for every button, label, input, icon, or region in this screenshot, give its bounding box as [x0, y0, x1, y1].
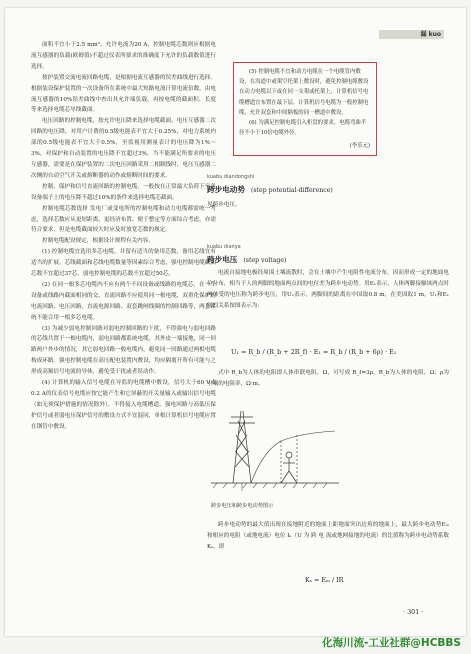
paragraph: (2) 在同一根多芯电缆内不应有两个不同设备或线路的电缆芯，在一个设备或线路内截面相同的交、直流回路不应使用同一根电缆，双重化保护的电流回路、电压回路、直流电源回路、双套跳闸线圈的控制回路等，两套系统不能合用一根多芯电缆。 — [31, 281, 216, 321]
paragraph: 式中 R_b为人体的电阻即人体串联电阻，Ω，可写成 R_f=3ρ，R_b为人体的电阻，Ω；ρ为土壤的电阻率，Ω·m。 — [207, 370, 449, 387]
term-title — [207, 254, 286, 265]
term-title-en: (step potential-difference) — [250, 187, 333, 194]
term-definition: 见跨步电压。 — [207, 202, 241, 208]
step-voltage-after-figure — [207, 520, 449, 553]
paragraph: (4) 计算机的输入信号电缆在导监的电缆槽中敷设，信号大于60 V或0.2 A的仪表信号电缆应按它能产生和它屏蔽的开关量输入或输出信号电缆（如无须保护措施的情况除外），不得接入电缆槽道。强电回路与高低压保护信号或者弱电压保护信号的敷设方式不宜混同，单根计算机信号电缆应置在钢管中敷设。 — [31, 380, 216, 430]
left-column — [31, 40, 216, 433]
paragraph: 电流自接地电极经周围土壤流散时，会在土壤中产生电阻性电流分布，因而形成一定的地面电位分布，相当于人的两脚的地面两点间的电位差为跨步电动势。用E₁表示，人体两脚接触该两点时两体受的电压称为跨步电压，用U₁表示，两脚间的距离在中国取0.8 m，在美国取1 m，U₁和E₁间的关系按图表示为： — [207, 270, 449, 309]
potential-curve — [251, 431, 335, 483]
paragraph: 控制、保护和信号直流回路的控制电缆，一般按在正常最大负荷下至各设备端子上的电压降不超过10%的条件来选择电缆芯截面。 — [31, 183, 216, 201]
transmission-tower — [229, 411, 255, 483]
paragraph: (1) 控制电缆宜选用多芯电缆，并留有适当的备用芯数，备用芯线宜有适当的扩展，芯线截面和芯线电缆数量等因素综合考虑，强电控制电缆截面芯数不宜超过37芯，弱电控制电缆的芯数不宜超过50芯。 — [31, 249, 216, 278]
step-voltage-figure — [207, 403, 343, 493]
formula-coefficient: Kₛ = Eₘ / IR — [305, 576, 344, 584]
ground-hatching — [213, 483, 327, 488]
person-figure — [281, 452, 297, 483]
paragraph: 控制电缆配设规定，根据设计规程有关内容。 — [42, 238, 154, 245]
paragraph: 按护装置交流电流回路电缆，是根据电流互感器的误差曲线进行选择。根据装设保护装置的一次设备所在系统中最大短路电流计算电流倍数，由电流互感器的10%误差曲线中查出其允许端负载，再按电缆的截面积、长度等来选择电缆芯导线截面。 — [31, 74, 216, 114]
term-pinyin: kuabu diandongshi — [207, 174, 255, 180]
formula-explanation — [207, 368, 449, 390]
term-pinyin: kuabu dianya — [207, 244, 241, 250]
formula-step-voltage: U₁ = R_b / (R_b + 2R_f) · E₁ = R_b / (R_b + 6ρ) · E₁ — [231, 348, 397, 356]
term-title — [207, 184, 333, 195]
paragraph: 控制电缆芯数选择 发电厂或变电所的控制电缆和动力电缆都需统一考虑，选择芯数应从更短距离、更经济布置、便于整定等方面综合考虑，亦需符合要求，但是电缆截面较大时应及时放宽芯数的规定。 — [31, 205, 216, 234]
paragraph: 电压回路的控制电缆，按允许电压降来选择电缆截面。电压互感器二次回路的电压降，对用户计费的0.5级电能表不宜大于0.25%，对电力系统内部的0.5级电能表不宜大于0.5%，至监视用测量表计的电压降为1%～3%，对保护和自动装置的电压降不宜超过3%。当不能满足所要求的电压互感器，需要是在保护装置的二次电压回路采用二相制线时，电压互感器二次侧的自动空气开关或熔断器的动作或熔断时间的要求。 — [31, 118, 216, 179]
paragraph: 跨步电动势的最大值出现在接地附近的地面上距地面突出边角的地面上，最大跨步电动势Eₘ和相应的电阻（或地电流）电位 Iₖ（U 为 跨 电 流或地网接地的电流）的比值称为跨步电动势系数Kₛ，即 — [207, 522, 449, 550]
page-number: · 301 · — [403, 608, 424, 616]
document-page — [5, 8, 466, 636]
term-title-zh: 跨步电动势 — [207, 185, 245, 194]
watermark-text: 化海川流-工业社群@HCBBS — [322, 637, 461, 649]
note-paragraph: (6) 为满足控制电缆引入柜盘的要求，电缆弯曲半径不小于10倍电缆外径。 — [239, 120, 367, 137]
paragraph: 面积不宜小于2.5 mm²，允许电流为20 A，控制电缆芯数则应根据电流互感器的负载(欧姆值)不超过仪表所要求的准确度下允许的负载数值进行选择。 — [31, 42, 216, 70]
highlighted-note-box — [233, 62, 377, 156]
step-voltage-intro — [207, 268, 449, 312]
page-header-mark: 漏 kuo — [379, 30, 444, 39]
figure-caption: 跨步电压和跨步电动势图示 — [211, 503, 274, 509]
term-title-en: (step voltage) — [243, 257, 287, 264]
paragraph: (3) 为减少弱电控制回路对弱电控制回路的干扰，不得强电与弱电回路的芯线共置于一根电缆内，弱电回路都系统电缆，其外皮一端接地，同一回路两户外步的情况，其它弱电回路一般电缆内，避免同一回路通过两根电缆构成环路。强电控制电缆在高压配电装置内敷设，均应隔离开所有可能与之形成高频信号电流的导体，避免受干扰或者误动作。 — [31, 325, 216, 376]
term-title-zh: 跨步电压 — [207, 255, 238, 264]
note-paragraph: (5) 控制电缆不宜和动力电缆在一个电缆管内敷设，在沟道中或架空托架上敷设时，避免控制电缆敷设在动力电缆以下或在同一支架或托架上，计算机信号电缆槽道宜布置在最下层。计算机信号电缆为一般控制电缆，允许双套和中间隔板的同一槽道中敷设。 — [239, 69, 369, 116]
author-signature: (李乐元) — [349, 142, 370, 149]
